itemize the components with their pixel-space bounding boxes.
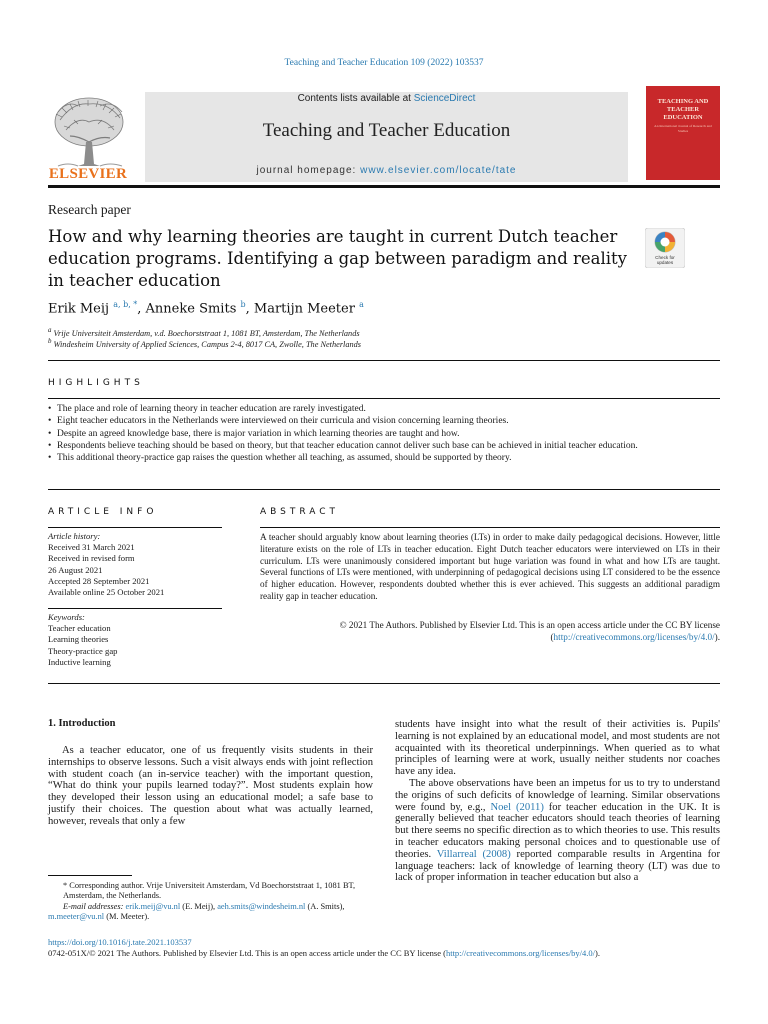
keywords-label: Keywords:	[48, 612, 85, 622]
issn-license-link[interactable]: http://creativecommons.org/licenses/by/4.0/	[445, 948, 595, 958]
email-owner: (E. Meij),	[180, 901, 218, 911]
svg-text:Check for: Check for	[655, 255, 675, 260]
article-type: Research paper	[48, 202, 131, 217]
journal-citation[interactable]: Teaching and Teacher Education 109 (2022) 103537	[284, 58, 484, 68]
contents-prefix: Contents lists available at	[297, 93, 414, 104]
article-info-heading: ARTICLE INFO	[48, 507, 158, 517]
article-title: How and why learning theories are taught in current Dutch teacher education programs. Identifying a gap between paradigm and reality in teacher education	[48, 227, 627, 290]
masthead-divider	[48, 185, 720, 188]
body-paragraph: As a teacher educator, one of us frequently visits students in their internships to observe lessons. Such a visit always ends with joint reflection with student coach (an in-service teacher) with the important question, “What do think your pupils learned today?”. Most students explain how they developed their lesson using an educational model; a safe base to justify their choices. The question about what was actually learned, however, reveals that only a few	[48, 745, 373, 827]
history-accepted: Accepted 28 September 2021	[48, 575, 150, 586]
section-heading: 1. Introduction	[48, 718, 116, 729]
reference-link-villarreal[interactable]: Villarreal (2008)	[436, 848, 511, 860]
paragraph-text: reported comparable results in Argentina for language teachers: lack of knowledge of learning theory (LT) was due to lack of proper information in teacher education but also a	[395, 848, 721, 884]
license-paren: (	[550, 631, 554, 642]
cover-subtitle: An International Journal of Research and Studies	[654, 124, 712, 133]
author-name[interactable]: Martijn Meeter	[253, 301, 355, 317]
email-owner: (A. Smits),	[305, 901, 345, 911]
highlight-item: • Eight teacher educators in the Netherlands were interviewed on their curricula and vision concerning learning theories.	[48, 415, 720, 427]
divider	[48, 398, 720, 399]
email-addresses-cont	[48, 912, 376, 922]
svg-text:updates: updates	[656, 260, 674, 265]
reference-link-noel[interactable]: Noel (2011)	[490, 801, 544, 813]
history-label: Article history:	[48, 531, 101, 541]
author-marks[interactable]: b	[240, 300, 246, 309]
keyword: Inductive learning	[48, 656, 111, 667]
author-separator: ,	[137, 301, 146, 317]
cover-title: TEACHING AND TEACHER EDUCATION	[657, 98, 709, 121]
history-revised: Received in revised form	[48, 553, 135, 564]
author-list	[48, 300, 364, 316]
email-owner: (M. Meeter).	[104, 911, 150, 921]
email-addresses	[48, 902, 376, 912]
highlights-list	[48, 403, 720, 464]
history-received: Received 31 March 2021	[48, 542, 135, 553]
divider	[260, 527, 720, 528]
author-marks[interactable]: a, b, *	[113, 300, 138, 309]
article-history	[48, 531, 222, 598]
email-link[interactable]: erik.meij@vu.nl	[125, 901, 181, 911]
author-marks[interactable]: a	[359, 300, 364, 309]
paragraph-text: for teacher education in the UK. It is generally believed that teacher educators should teach theories of learning but there seems no specific direction as to which theories to use. This results in teacher educators making personal choices and to questionable use of theories.	[395, 801, 721, 860]
keyword: Learning theories	[48, 634, 109, 645]
journal-name: Teaching and Teacher Education	[262, 120, 511, 141]
license-text: © 2021 The Authors. Published by Elsevier Ltd. This is an open access article under the CC BY license	[339, 620, 720, 630]
history-online: Available online 25 October 2021	[48, 587, 165, 598]
keyword: Theory-practice gap	[48, 645, 118, 656]
license-notice	[260, 620, 720, 644]
body-paragraph: students have insight into what the result of their activities is. Pupils' learning is not explained by an educational model, and most students are not acquainted with its theoretical underpinnings. When queried as to what principles of learning were at work, usually neither students nor coaches have any idea.	[395, 719, 720, 778]
author-name[interactable]: Erik Meij	[48, 301, 110, 317]
license-link[interactable]: http://creativecommons.org/licenses/by/4.0/	[553, 631, 715, 642]
abstract-heading: ABSTRACT	[260, 507, 340, 517]
check-for-updates-icon[interactable]	[645, 228, 685, 268]
author-name[interactable]: Anneke Smits	[145, 301, 237, 317]
affiliation-text: Vrije Universiteit Amsterdam, v.d. Boechorststraat 1, 1081 BT, Amsterdam, The Netherlands	[53, 328, 360, 338]
homepage-link[interactable]: www.elsevier.com/locate/tate	[360, 165, 517, 176]
affiliation-b	[48, 338, 361, 349]
issn-license	[48, 948, 720, 958]
highlight-item: • Respondents believe teaching should be based on theory, but that teacher education cannot deliver such base can be achieved in initial teacher education.	[48, 440, 720, 452]
highlight-item: • This additional theory-practice gap raises the question whether all teaching, as assumed, should be supported by theory.	[48, 452, 720, 464]
license-paren: ).	[714, 631, 720, 642]
journal-homepage	[145, 165, 628, 176]
highlight-item: • The place and role of learning theory in teacher education are rarely investigated.	[48, 403, 720, 415]
paragraph-text: The above observations have been an impetus for us to try to understand the origins of such deficits of knowledge of learning. Similar observations were found by, e.g.,	[395, 777, 720, 813]
highlights-heading: HIGHLIGHTS	[48, 378, 144, 388]
author-separator: ,	[245, 301, 254, 317]
email-label: E-mail addresses:	[63, 901, 126, 911]
affiliation-a	[48, 327, 360, 338]
issn-text: 0742-051X/© 2021 The Authors. Published by Elsevier Ltd. This is an open access article under the CC BY license (	[48, 948, 446, 958]
contents-availability	[145, 93, 628, 104]
divider	[48, 527, 222, 528]
footnote-divider	[48, 875, 132, 876]
history-revised-date: 26 August 2021	[48, 564, 103, 575]
body-column-left	[48, 745, 373, 828]
divider	[48, 608, 222, 609]
body-paragraph	[395, 778, 720, 884]
footnotes	[48, 881, 376, 922]
divider	[48, 683, 720, 684]
highlight-item: • Despite an agreed knowledge base, there is major variation in which learning theories are taught and how.	[48, 428, 720, 440]
keywords	[48, 612, 222, 668]
homepage-prefix: journal homepage:	[256, 165, 361, 176]
email-link[interactable]: m.meeter@vu.nl	[48, 911, 105, 921]
abstract-text: A teacher should arguably know about learning theories (LTs) in order to make daily pedagogical decisions. However, little literature exists on the role of LTs in teacher education. Eight Dutch teacher educators were interviewed on LTs in their curriculum. LTs were unanimously considered important but huge variation was found in what and how LTs are taught. Several functions of LTs were mentioned, with underpinning of pedagogical decisions using LT considered to be the essence of higher education. However, respondents doubted whether this is ever achieved. This suggests an additional paradigm reality gap in teacher education.	[260, 532, 720, 601]
doi-link[interactable]: https://doi.org/10.1016/j.tate.2021.103537	[48, 937, 192, 947]
divider	[48, 489, 720, 490]
sciencedirect-link[interactable]: ScienceDirect	[413, 93, 476, 104]
corresponding-author-note: * Corresponding author. Vrije Universiteit Amsterdam, Vd Boechorststraat 1, 1081 BT, Amsterdam, the Netherlands.	[63, 881, 356, 901]
affiliation-text: Windesheim University of Applied Sciences, Campus 2-4, 8017 CA, Zwolle, The Netherlands	[53, 339, 362, 349]
elsevier-wordmark[interactable]: ELSEVIER	[48, 166, 128, 182]
body-column-right	[395, 719, 720, 884]
affiliation-mark: b	[48, 338, 52, 345]
keyword: Teacher education	[48, 623, 111, 634]
divider	[48, 360, 720, 361]
affiliation-mark: a	[48, 327, 52, 334]
issn-close: ).	[595, 948, 600, 958]
email-link[interactable]: aeh.smits@windesheim.nl	[217, 901, 306, 911]
